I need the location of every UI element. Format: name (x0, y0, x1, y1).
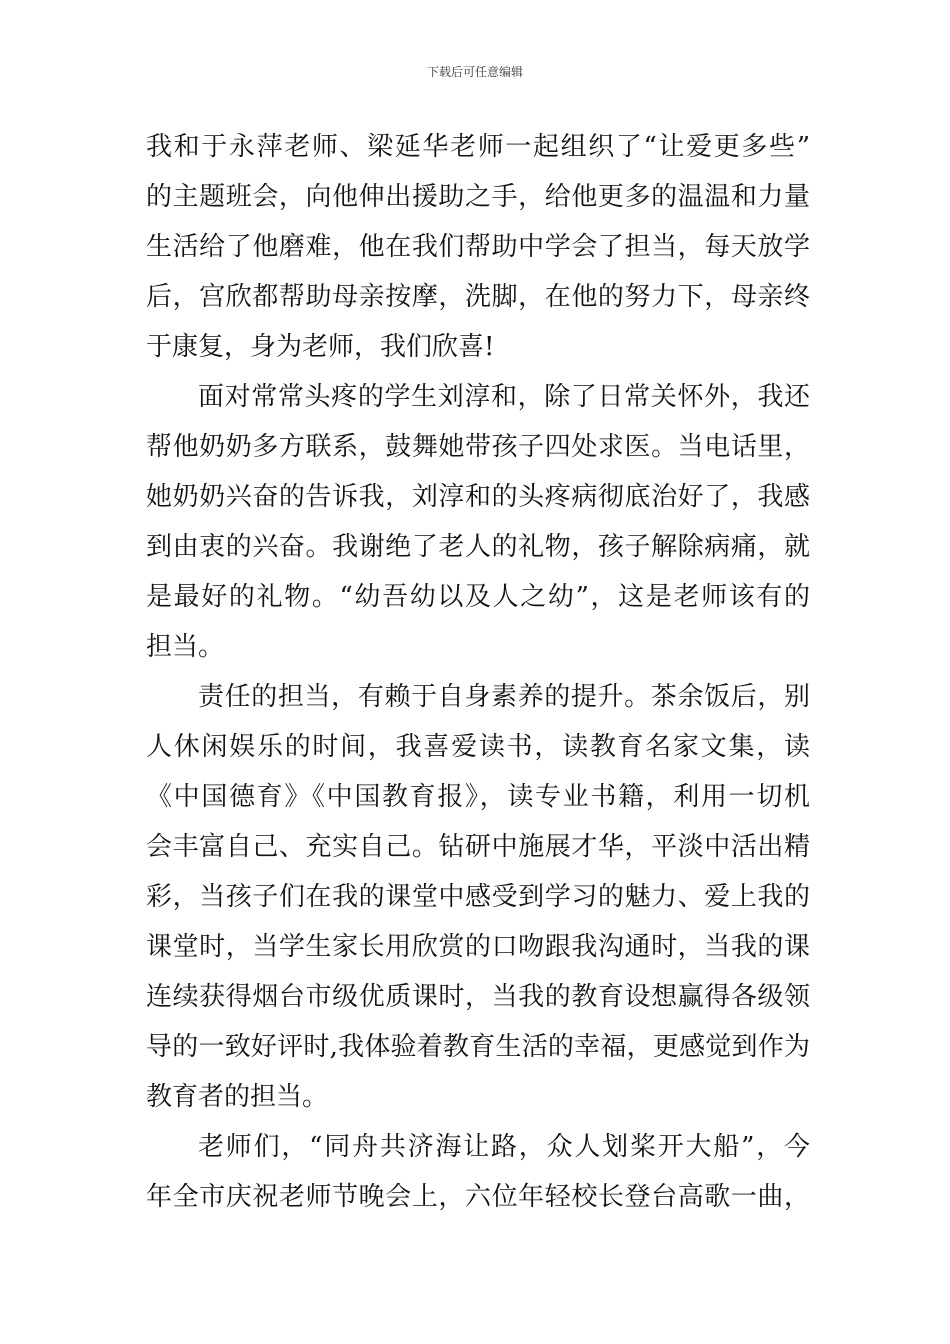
download-note: 下载后可任意编辑 (426, 65, 523, 79)
text-line: 后，宫欣都帮助母亲按摩，洗脚，在他的努力下，母亲终 (146, 282, 810, 312)
text-line: 到由衷的兴奋。我谢绝了老人的礼物，孩子解除病痛，就 (146, 532, 810, 562)
text-line: 老师们，“同舟共济海让路，众人划桨开大船”，今 (198, 1132, 810, 1162)
text-line: 彩，当孩子们在我的课堂中感受到学习的魅力、爱上我的 (146, 882, 810, 912)
text-line: 我和于永萍老师、梁延华老师一起组织了“让爱更多些” (146, 132, 810, 162)
text-line: 人休闲娱乐的时间，我喜爱读书，读教育名家文集，读 (146, 732, 810, 762)
text-line: 课堂时，当学生家长用欣赏的口吻跟我沟通时，当我的课 (146, 932, 810, 962)
text-line: 生活给了他磨难，他在我们帮助中学会了担当，每天放学 (146, 232, 810, 262)
text-line: 她奶奶兴奋的告诉我，刘淳和的头疼病彻底治好了，我感 (146, 482, 810, 512)
text-line: 导的一致好评时,我体验着教育生活的幸福，更感觉到作为 (146, 1032, 810, 1062)
text-line: 担当。 (146, 632, 225, 662)
document-body (146, 122, 810, 1222)
text-line: 是最好的礼物。“幼吾幼以及人之幼”，这是老师该有的 (146, 582, 810, 612)
text-line: 会丰富自己、充实自己。钻研中施展才华，平淡中活出精 (146, 832, 810, 862)
text-line: 《中国德育》《中国教育报》，读专业书籍，利用一切机 (146, 782, 810, 812)
text-line: 教育者的担当。 (146, 1082, 329, 1112)
text-line: 的主题班会，向他伸出援助之手，给他更多的温温和力量 (146, 182, 810, 212)
text-line: 面对常常头疼的学生刘淳和，除了日常关怀外，我还 (198, 382, 810, 412)
text-line: 年全市庆祝老师节晚会上，六位年轻校长登台高歌一曲， (146, 1182, 810, 1212)
text-line: 帮他奶奶多方联系，鼓舞她带孩子四处求医。当电话里， (146, 432, 810, 462)
text-line: 连续获得烟台市级优质课时，当我的教育设想赢得各级领 (146, 982, 810, 1012)
text-line: 于康复，身为老师，我们欣喜! (146, 332, 495, 362)
text-line: 责任的担当，有赖于自身素养的提升。茶余饭后，别 (198, 682, 810, 712)
